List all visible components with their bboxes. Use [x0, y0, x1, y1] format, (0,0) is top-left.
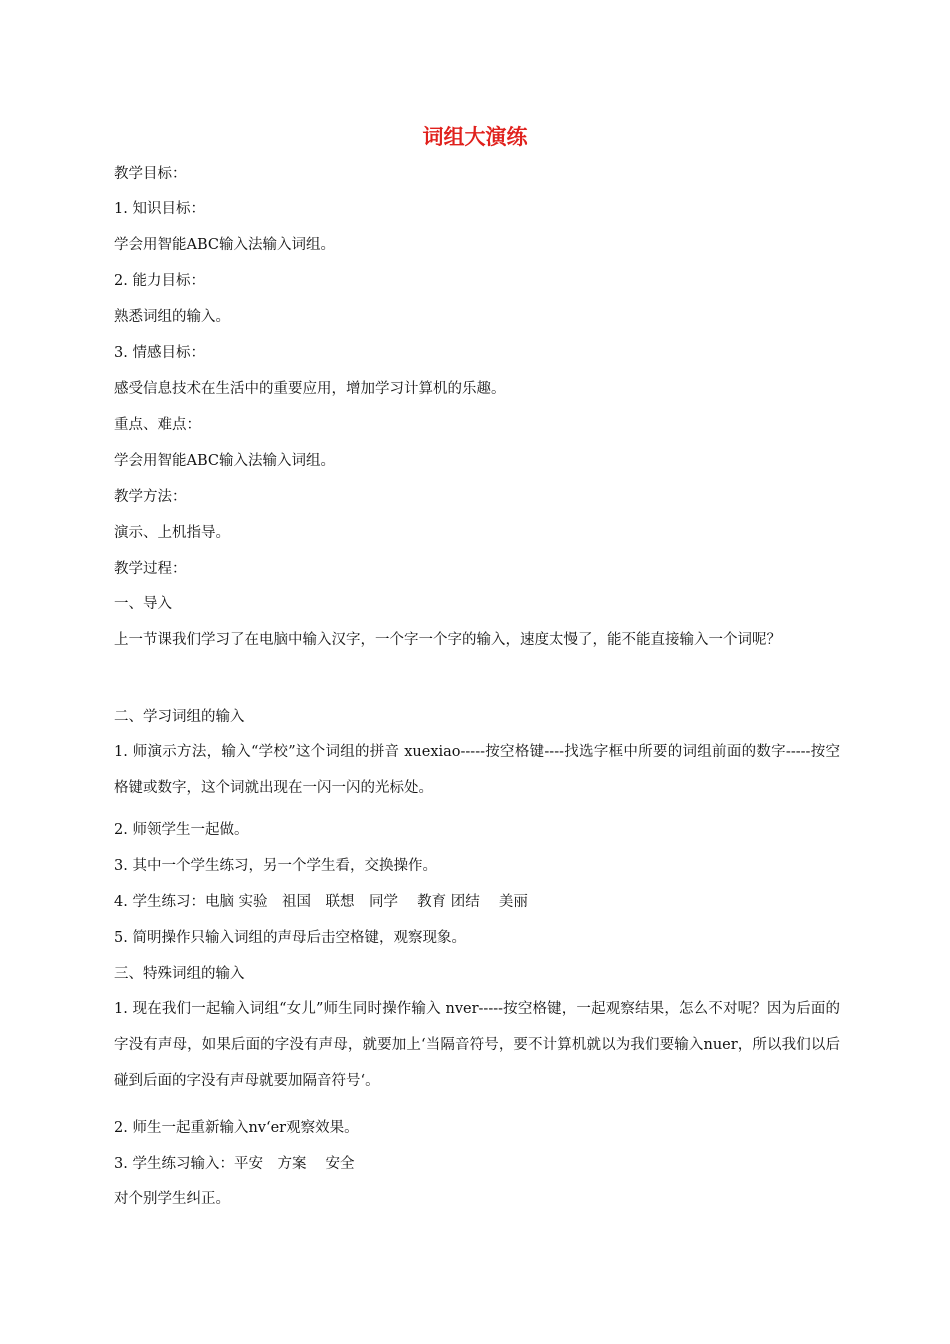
step-two-line: 2. 师领学生一起做。 — [114, 822, 249, 838]
key-points-text: 学会用智能ABC输入法输入词组。 — [114, 453, 335, 469]
teaching-process-heading: 教学过程： — [114, 561, 187, 577]
step-four-line: 4. 学生练习：电脑 实验 祖国 联想 同学 教育 团结 美丽 — [114, 894, 528, 910]
knowledge-goal-text: 学会用智能ABC输入法输入词组。 — [114, 237, 335, 253]
step-five-line: 5. 简明操作只输入词组的声母后击空格键，观察现象。 — [114, 930, 466, 946]
intro-paragraph: 上一节课我们学习了在电脑中输入汉字，一个字一个字的输入，速度太慢了，能不能直接输入一个词呢？ — [114, 632, 781, 648]
emotion-goal-text: 感受信息技术在生活中的重要应用，增加学习计算机的乐趣。 — [114, 381, 506, 397]
document-title: 词组大演练 — [422, 125, 528, 149]
special-step-two-line: 2. 师生一起重新输入nv‘er观察效果。 — [114, 1120, 359, 1136]
special-input-paragraph: 1. 现在我们一起输入词组“女儿”师生同时操作输入 nver-----按空格键，一起观察结果，怎么不对呢？因为后面的字没有声母，如果后面的字没有声母，就要加上‘当隔音符号，要不计算机就以为我们要输入nuer，所以我们以后碰到后面的字没有声母就要加隔音符号‘。 — [114, 1001, 840, 1089]
teaching-method-heading: 教学方法： — [114, 489, 187, 505]
correction-line: 对个别学生纠正。 — [114, 1191, 230, 1207]
section-one-heading: 一、导入 — [114, 596, 172, 612]
step-three-line: 3. 其中一个学生练习，另一个学生看，交换操作。 — [114, 858, 437, 874]
emotion-goal-heading: 3. 情感目标： — [114, 345, 205, 361]
knowledge-goal-heading: 1. 知识目标： — [114, 201, 205, 217]
ability-goal-text: 熟悉词组的输入。 — [114, 309, 230, 325]
step-one-paragraph: 1. 师演示方法，输入“学校”这个词组的拼音 xuexiao-----按空格键----找选字框中所要的词组前面的数字-----按空格键或数字，这个词就出现在一闪一闪的光标处。 — [114, 744, 840, 796]
special-step-three-line: 3. 学生练习输入：平安 方案 安全 — [114, 1156, 355, 1172]
key-points-heading: 重点、难点： — [114, 417, 201, 433]
teaching-method-text: 演示、上机指导。 — [114, 525, 230, 541]
section-heading-objectives: 教学目标： — [114, 166, 187, 182]
section-three-heading: 三、特殊词组的输入 — [114, 966, 245, 982]
ability-goal-heading: 2. 能力目标： — [114, 273, 205, 289]
section-two-heading: 二、学习词组的输入 — [114, 709, 245, 725]
